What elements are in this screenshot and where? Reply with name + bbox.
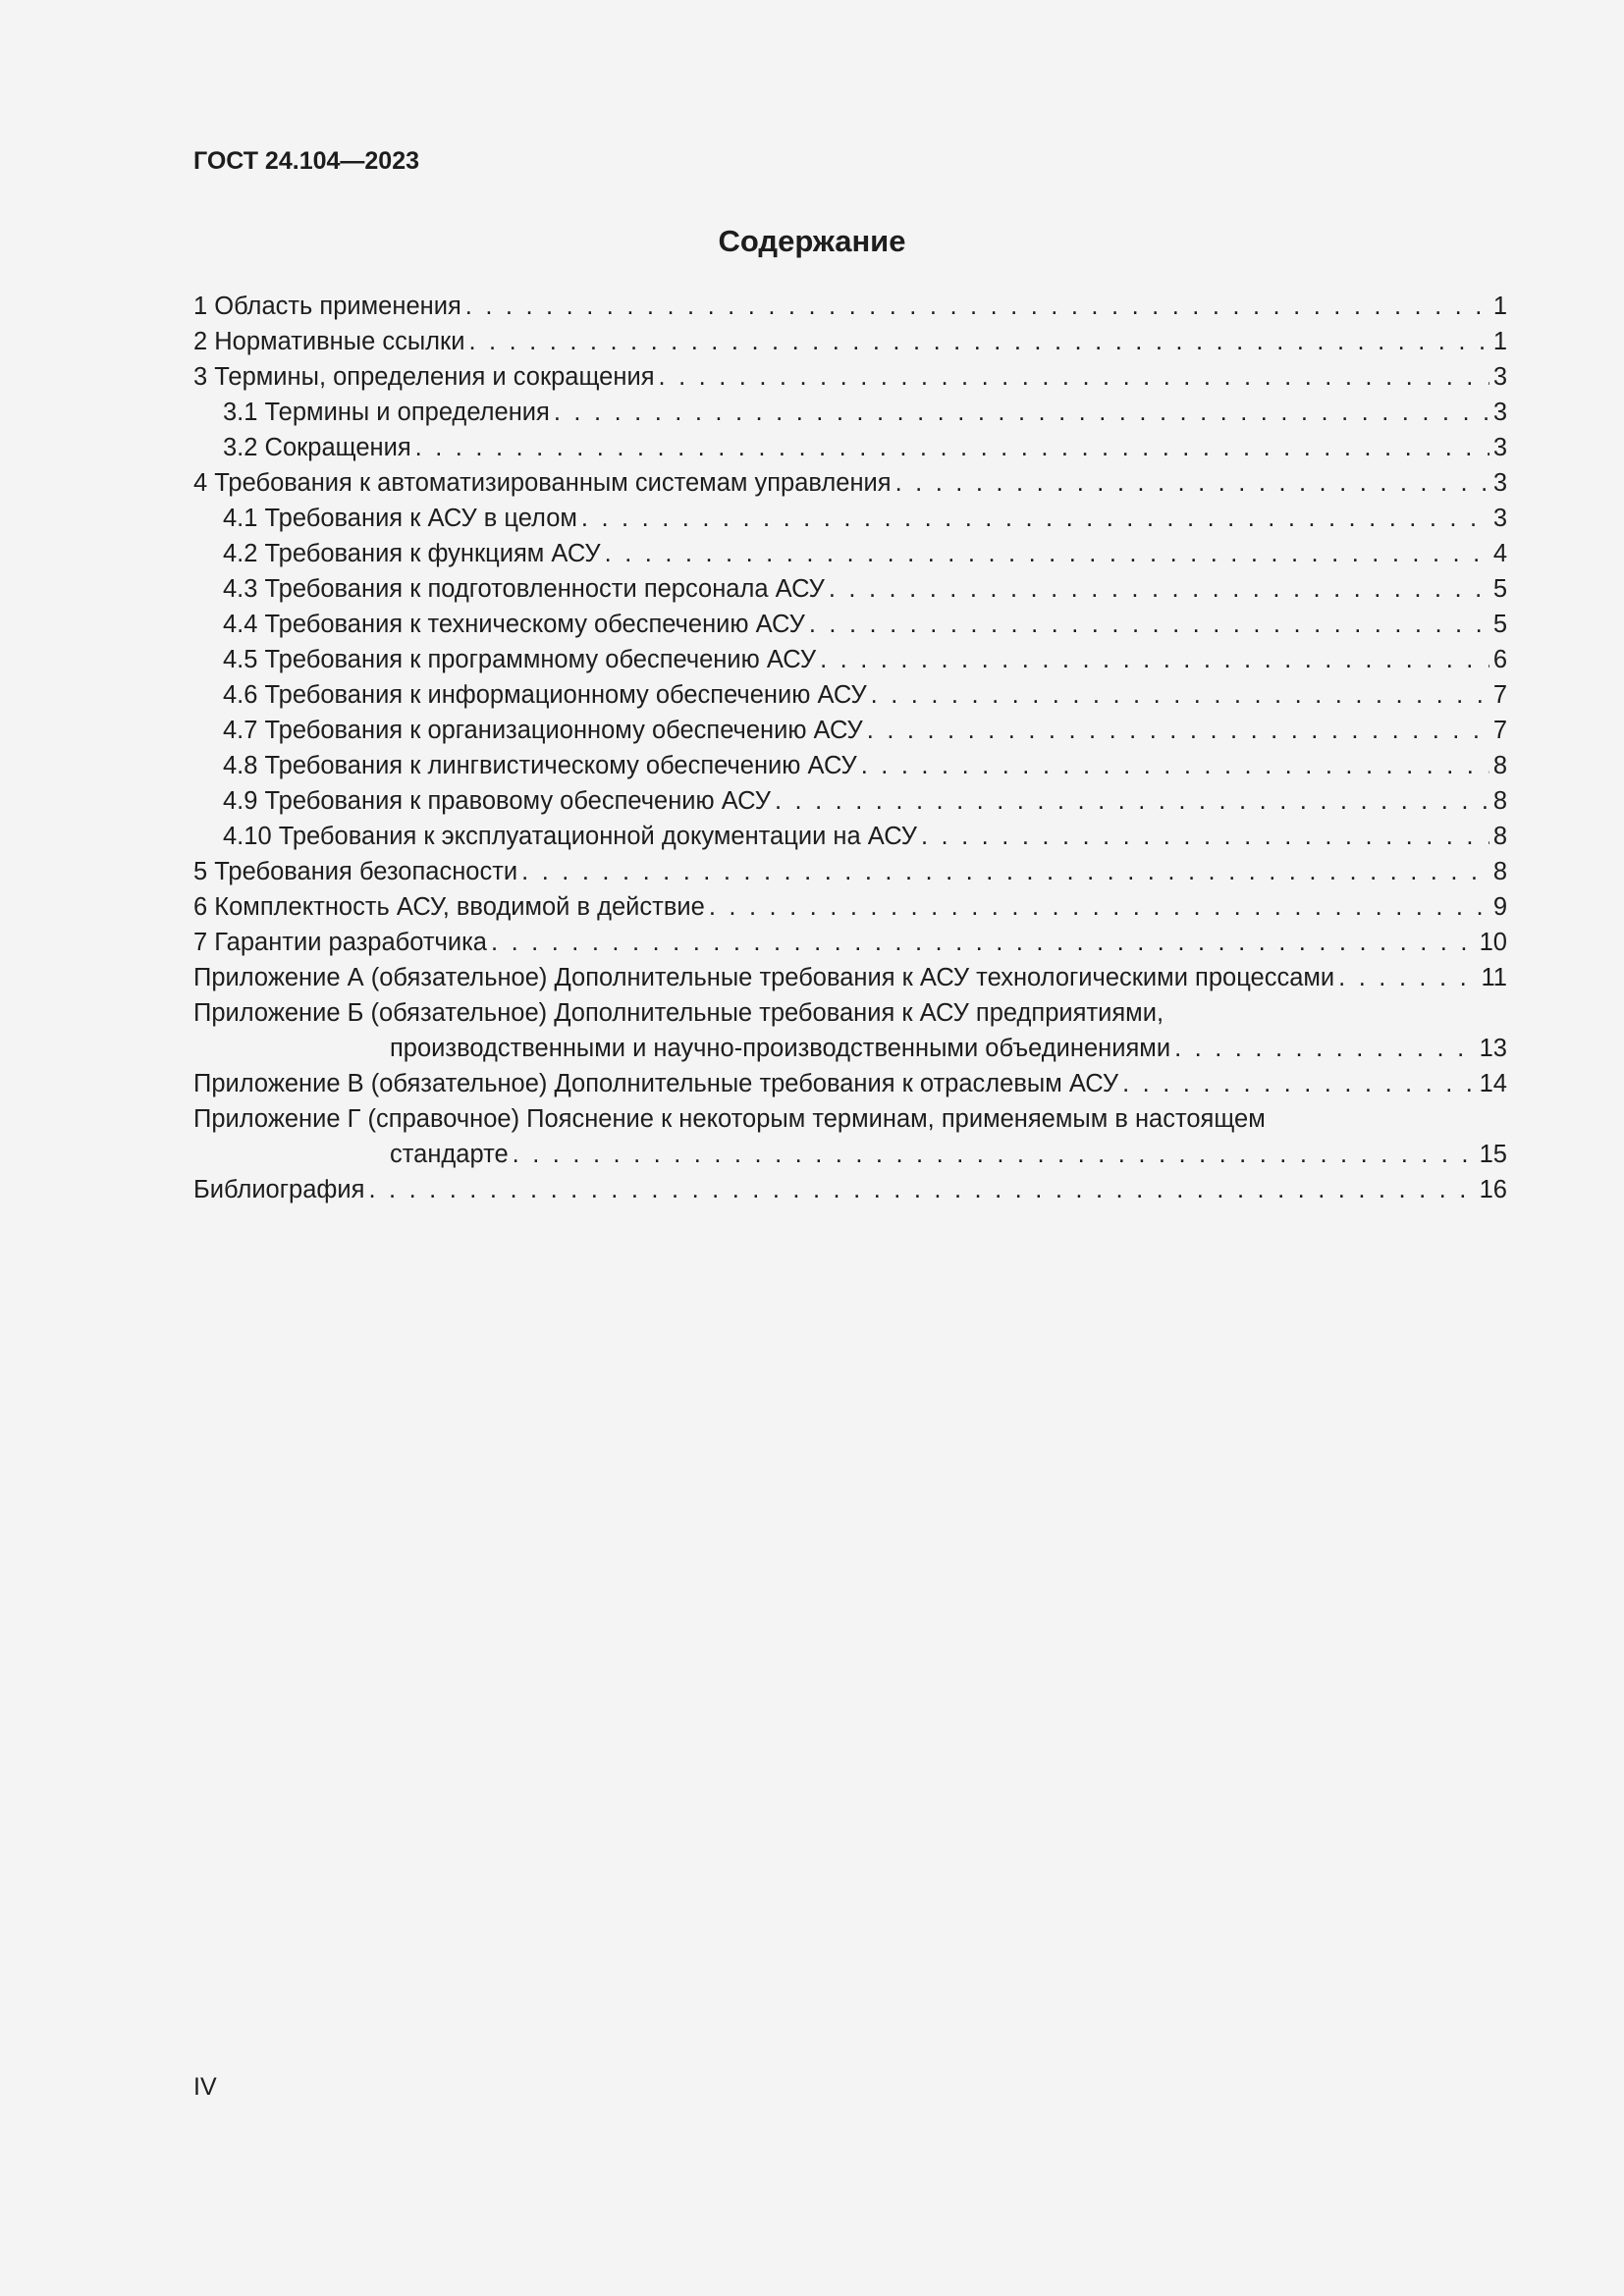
toc-entry-continuation[interactable] — [193, 1031, 1507, 1066]
toc-entry[interactable] — [193, 324, 1507, 359]
toc-entry-page: 13 — [1479, 1035, 1507, 1062]
toc-entry[interactable] — [193, 571, 1507, 607]
toc-entry-title: Приложение Б (обязательное) Дополнительные требования к АСУ предприятиями, — [193, 999, 1164, 1027]
toc-entry-page: 11 — [1481, 964, 1507, 991]
document-code: ГОСТ 24.104—2023 — [193, 147, 420, 175]
toc-leader-dots — [1122, 1066, 1476, 1101]
toc-entry-title-cont: стандарте — [390, 1141, 509, 1168]
table-of-contents — [193, 289, 1507, 1207]
toc-leader-dots — [491, 925, 1476, 960]
toc-entry[interactable] — [193, 465, 1507, 501]
toc-entry-page: 14 — [1479, 1070, 1507, 1097]
toc-entry-title: 4.4 Требования к техническому обеспечению АСУ — [223, 611, 805, 638]
toc-leader-dots — [521, 854, 1489, 889]
toc-entry-page: 3 — [1492, 434, 1507, 461]
toc-entry-title: 4.5 Требования к программному обеспечению АСУ — [223, 646, 817, 673]
page-number: IV — [193, 2073, 217, 2101]
toc-entry-page: 8 — [1492, 823, 1507, 850]
toc-leader-dots — [513, 1137, 1476, 1172]
toc-entry-page: 15 — [1479, 1141, 1507, 1168]
toc-entry-page: 8 — [1492, 858, 1507, 885]
toc-entry[interactable] — [193, 536, 1507, 571]
toc-entry-title: 4.9 Требования к правовому обеспечению АСУ — [223, 787, 771, 815]
toc-entry[interactable] — [193, 501, 1507, 536]
toc-leader-dots — [921, 819, 1489, 854]
toc-entry[interactable] — [193, 430, 1507, 465]
toc-entry-page: 8 — [1492, 787, 1507, 815]
toc-entry-title-cont: производственными и научно-производственными объединениями — [390, 1035, 1171, 1062]
toc-entry-page: 1 — [1492, 293, 1507, 320]
toc-entry-title: 3.1 Термины и определения — [223, 399, 550, 426]
toc-entry-page: 8 — [1492, 752, 1507, 779]
toc-leader-dots — [368, 1172, 1475, 1207]
toc-leader-dots — [867, 713, 1489, 748]
toc-entry-title: 2 Нормативные ссылки — [193, 328, 465, 355]
toc-entry-continuation[interactable] — [193, 1137, 1507, 1172]
toc-leader-dots — [554, 395, 1489, 430]
toc-entry-page: 1 — [1492, 328, 1507, 355]
toc-entry-title: Библиография — [193, 1176, 365, 1203]
toc-entry-title: 4.10 Требования к эксплуатационной документации на АСУ — [223, 823, 917, 850]
toc-entry-title: 3.2 Сокращения — [223, 434, 411, 461]
toc-leader-dots — [861, 748, 1489, 783]
toc-entry-page: 3 — [1492, 363, 1507, 391]
toc-entry-page: 10 — [1479, 929, 1507, 956]
toc-entry-title: 4.8 Требования к лингвистическому обеспечению АСУ — [223, 752, 857, 779]
toc-entry[interactable] — [193, 960, 1507, 995]
toc-entry-title: 4.6 Требования к информационному обеспечению АСУ — [223, 681, 867, 709]
toc-leader-dots — [895, 465, 1489, 501]
toc-entry[interactable] — [193, 854, 1507, 889]
toc-leader-dots — [829, 571, 1489, 607]
toc-entry[interactable] — [193, 289, 1507, 324]
toc-leader-dots — [605, 536, 1489, 571]
toc-entry[interactable] — [193, 1172, 1507, 1207]
toc-entry[interactable] — [193, 642, 1507, 677]
toc-entry-title: 4.2 Требования к функциям АСУ — [223, 540, 601, 567]
toc-entry-title: 4 Требования к автоматизированным системам управления — [193, 469, 892, 497]
toc-entry-title: 7 Гарантии разработчика — [193, 929, 487, 956]
toc-entry[interactable] — [193, 677, 1507, 713]
toc-leader-dots — [1338, 960, 1477, 995]
toc-entry-title: Приложение Г (справочное) Пояснение к некоторым терминам, применяемым в настоящем — [193, 1105, 1266, 1133]
toc-entry-title: 3 Термины, определения и сокращения — [193, 363, 655, 391]
toc-entry-title: 4.7 Требования к организационному обеспечению АСУ — [223, 717, 863, 744]
toc-entry-page: 5 — [1492, 575, 1507, 603]
toc-entry[interactable] — [193, 819, 1507, 854]
toc-leader-dots — [820, 642, 1489, 677]
toc-leader-dots — [659, 359, 1489, 395]
toc-entry[interactable] — [193, 925, 1507, 960]
toc-entry[interactable] — [193, 889, 1507, 925]
toc-entry[interactable] — [193, 607, 1507, 642]
toc-entry[interactable] — [193, 713, 1507, 748]
toc-entry-title: 4.1 Требования к АСУ в целом — [223, 505, 577, 532]
toc-entry-title: Приложение В (обязательное) Дополнительные требования к отраслевым АСУ — [193, 1070, 1119, 1097]
toc-entry[interactable] — [193, 395, 1507, 430]
toc-leader-dots — [415, 430, 1489, 465]
toc-leader-dots — [871, 677, 1489, 713]
toc-entry[interactable] — [193, 748, 1507, 783]
toc-heading: Содержание — [718, 224, 906, 258]
toc-entry-title: 5 Требования безопасности — [193, 858, 518, 885]
toc-entry-page: 3 — [1492, 505, 1507, 532]
toc-leader-dots — [468, 324, 1489, 359]
toc-entry[interactable] — [193, 783, 1507, 819]
toc-entry-page: 5 — [1492, 611, 1507, 638]
toc-leader-dots — [465, 289, 1489, 324]
toc-entry-page: 7 — [1492, 717, 1507, 744]
toc-entry[interactable] — [193, 1066, 1507, 1101]
toc-entry-page: 9 — [1492, 893, 1507, 921]
toc-entry-page: 3 — [1492, 469, 1507, 497]
toc-entry-page: 7 — [1492, 681, 1507, 709]
toc-entry-page: 4 — [1492, 540, 1507, 567]
toc-entry-title: 4.3 Требования к подготовленности персонала АСУ — [223, 575, 825, 603]
toc-entry-title: Приложение А (обязательное) Дополнительные требования к АСУ технологическими процессами — [193, 964, 1335, 991]
toc-entry-title: 6 Комплектность АСУ, вводимой в действие — [193, 893, 705, 921]
toc-entry-page: 3 — [1492, 399, 1507, 426]
toc-leader-dots — [581, 501, 1489, 536]
toc-entry-first-line[interactable] — [193, 1101, 1507, 1137]
toc-leader-dots — [1174, 1031, 1476, 1066]
toc-entry-page: 16 — [1479, 1176, 1507, 1203]
toc-leader-dots — [809, 607, 1489, 642]
toc-leader-dots — [775, 783, 1489, 819]
toc-entry[interactable] — [193, 359, 1507, 395]
toc-entry-page: 6 — [1492, 646, 1507, 673]
toc-entry-title: 1 Область применения — [193, 293, 461, 320]
toc-entry-first-line[interactable] — [193, 995, 1507, 1031]
toc-leader-dots — [709, 889, 1489, 925]
